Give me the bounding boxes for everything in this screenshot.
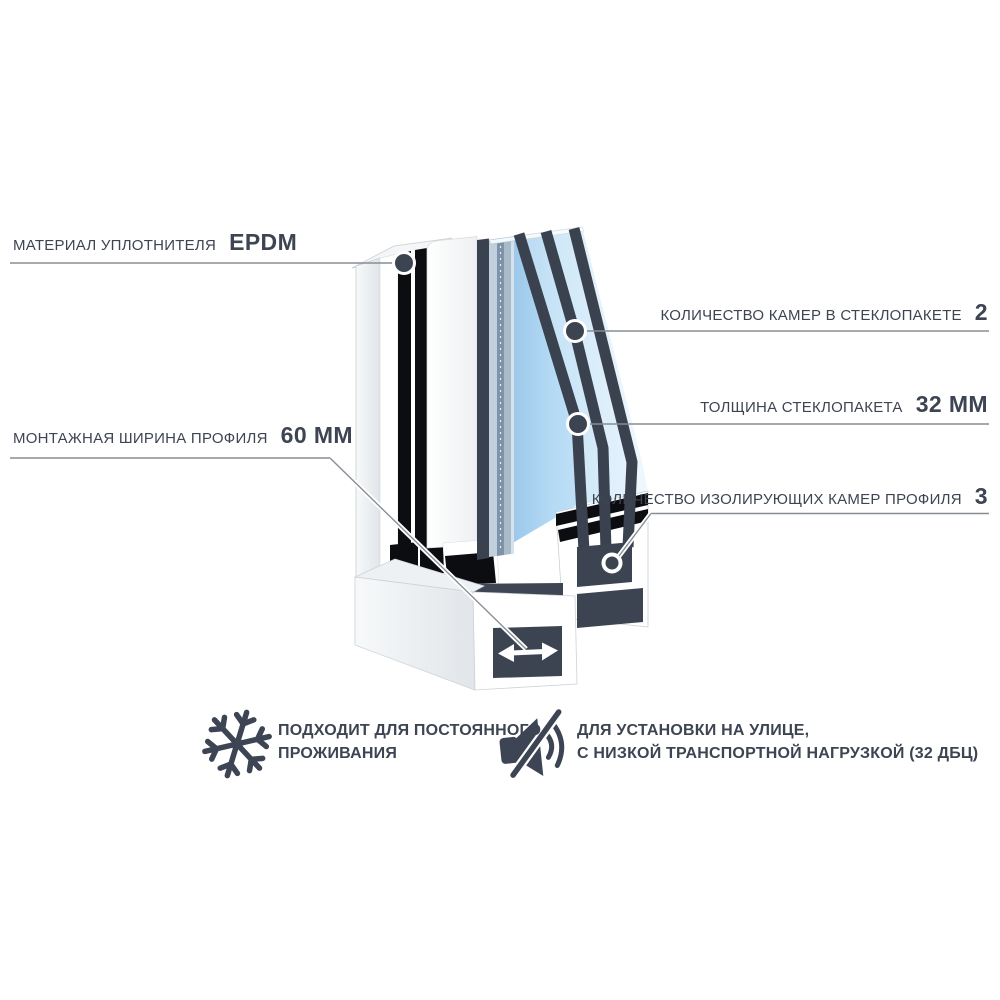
leader-profile-chambers <box>619 514 989 557</box>
feature-noise-line2: С НИЗКОЙ ТРАНСПОРТНОЙ НАГРУЗКОЙ (32 ДБЦ) <box>577 745 979 762</box>
spec-profile-chambers-label: КОЛИЧЕСТВО ИЗОЛИРУЮЩИХ КАМЕР ПРОФИЛЯ <box>591 491 962 508</box>
spec-seal-material-label: МАТЕРИАЛ УПЛОТНИТЕЛЯ <box>13 237 217 254</box>
feature-noise-line1: ДЛЯ УСТАНОВКИ НА УЛИЦЕ, <box>577 722 810 739</box>
spec-seal-material <box>13 229 297 256</box>
glazing-unit <box>477 227 648 628</box>
feature-residential <box>278 719 541 765</box>
spec-glazing-chambers-label: КОЛИЧЕСТВО КАМЕР В СТЕКЛОПАКЕТЕ <box>660 307 962 324</box>
spec-mounting-width-value: 60 ММ <box>280 422 353 448</box>
spec-glazing-thickness <box>700 391 988 418</box>
spec-profile-chambers-value: 3 <box>974 483 988 509</box>
spec-glazing-chambers-value: 2 <box>974 299 988 325</box>
width-arrow-icon <box>493 626 562 678</box>
feature-noise <box>577 719 978 765</box>
feature-residential-line1: ПОДХОДИТ ДЛЯ ПОСТОЯННОГО <box>278 722 542 739</box>
snowflake-icon <box>196 703 279 785</box>
spec-profile-chambers <box>592 483 988 510</box>
spec-mounting-width-label: МОНТАЖНАЯ ШИРИНА ПРОФИЛЯ <box>13 430 268 447</box>
spec-mounting-width <box>13 422 353 449</box>
spec-glazing-chambers <box>660 299 988 326</box>
spec-glazing-thickness-label: ТОЛЩИНА СТЕКЛОПАКЕТА <box>700 399 903 416</box>
spec-seal-material-value: EPDM <box>229 229 298 255</box>
spec-glazing-thickness-value: 32 ММ <box>915 391 988 417</box>
frame-profile <box>352 237 499 591</box>
feature-residential-line2: ПРОЖИВАНИЯ <box>278 745 398 762</box>
